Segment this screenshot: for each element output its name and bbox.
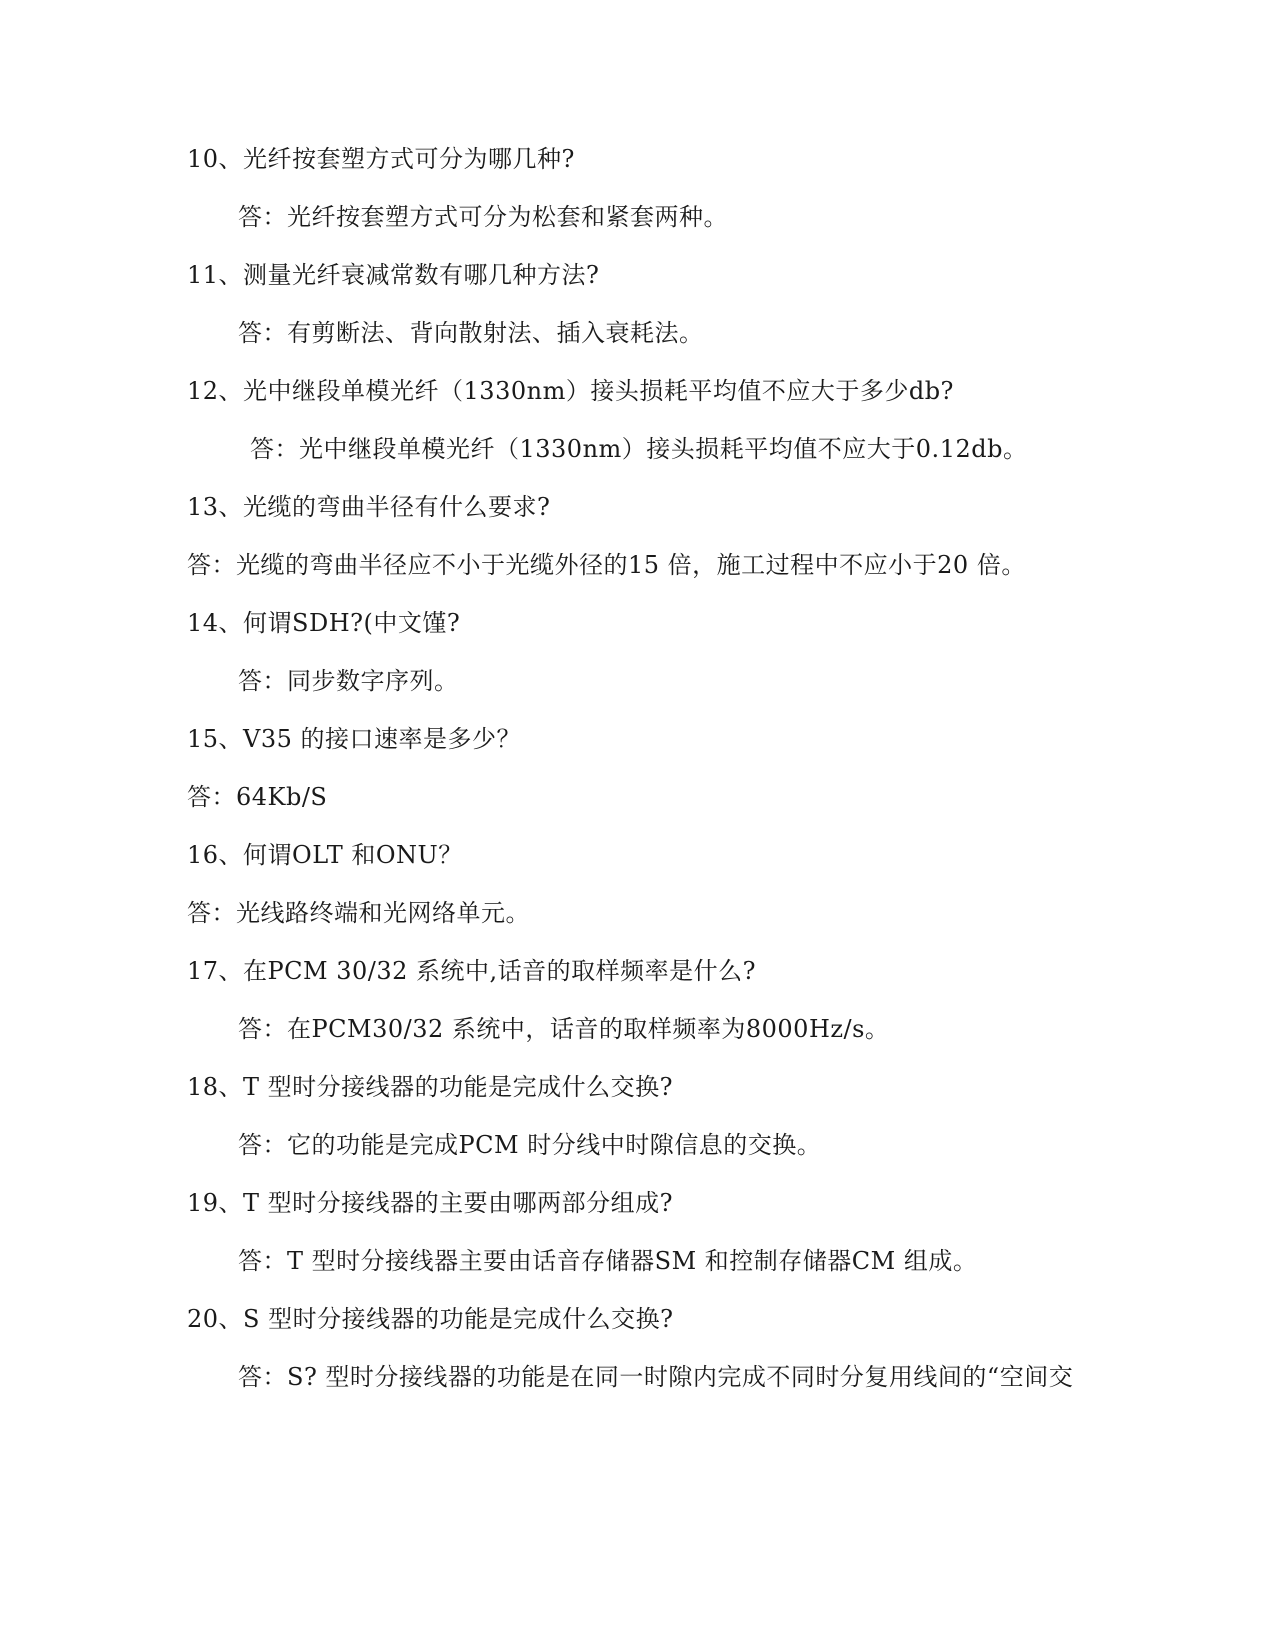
answer-11: 答：有剪断法、背向散射法、插入衰耗法。 [238,319,704,347]
question-17: 17、在PCM 30/32 系统中,话音的取样频率是什么? [187,957,757,985]
question-10: 10、光纤按套塑方式可分为哪几种? [187,145,575,173]
question-12: 12、光中继段单模光纤（1330nm）接头损耗平均值不应大于多少db? [187,377,954,405]
question-15: 15、V35 的接口速率是多少？ [187,725,522,753]
question-14: 14、何谓SDH?(中文馑? [187,609,461,637]
question-11: 11、测量光纤衰减常数有哪几种方法? [187,261,600,289]
question-20: 20、S 型时分接线器的功能是完成什么交换? [187,1305,674,1333]
question-13: 13、光缆的弯曲半径有什么要求? [187,493,551,521]
answer-10: 答：光纤按套塑方式可分为松套和紧套两种。 [238,203,728,231]
answer-15: 答：64Kb/S [187,783,328,811]
answer-13: 答：光缆的弯曲半径应不小于光缆外径的15 倍，施工过程中不应小于20 倍。 [187,551,1026,579]
question-19: 19、T 型时分接线器的主要由哪两部分组成? [187,1189,674,1217]
question-18: 18、T 型时分接线器的功能是完成什么交换? [187,1073,674,1101]
answer-12: 答：光中继段单模光纤（1330nm）接头损耗平均值不应大于0.12db。 [250,435,1028,463]
answer-17: 答：在PCM30/32 系统中，话音的取样频率为8000Hz/s。 [238,1015,890,1043]
answer-19: 答：T 型时分接线器主要由话音存储器SM 和控制存储器CM 组成。 [238,1247,978,1275]
question-16: 16、何谓OLT 和ONU？ [187,841,463,869]
answer-16: 答：光线路终端和光网络单元。 [187,899,530,927]
answer-14: 答：同步数字序列。 [238,667,459,695]
answer-20: 答：S? 型时分接线器的功能是在同一时隙内完成不同时分复用线间的“空间交 [238,1363,1074,1391]
answer-18: 答：它的功能是完成PCM 时分线中时隙信息的交换。 [238,1131,822,1159]
